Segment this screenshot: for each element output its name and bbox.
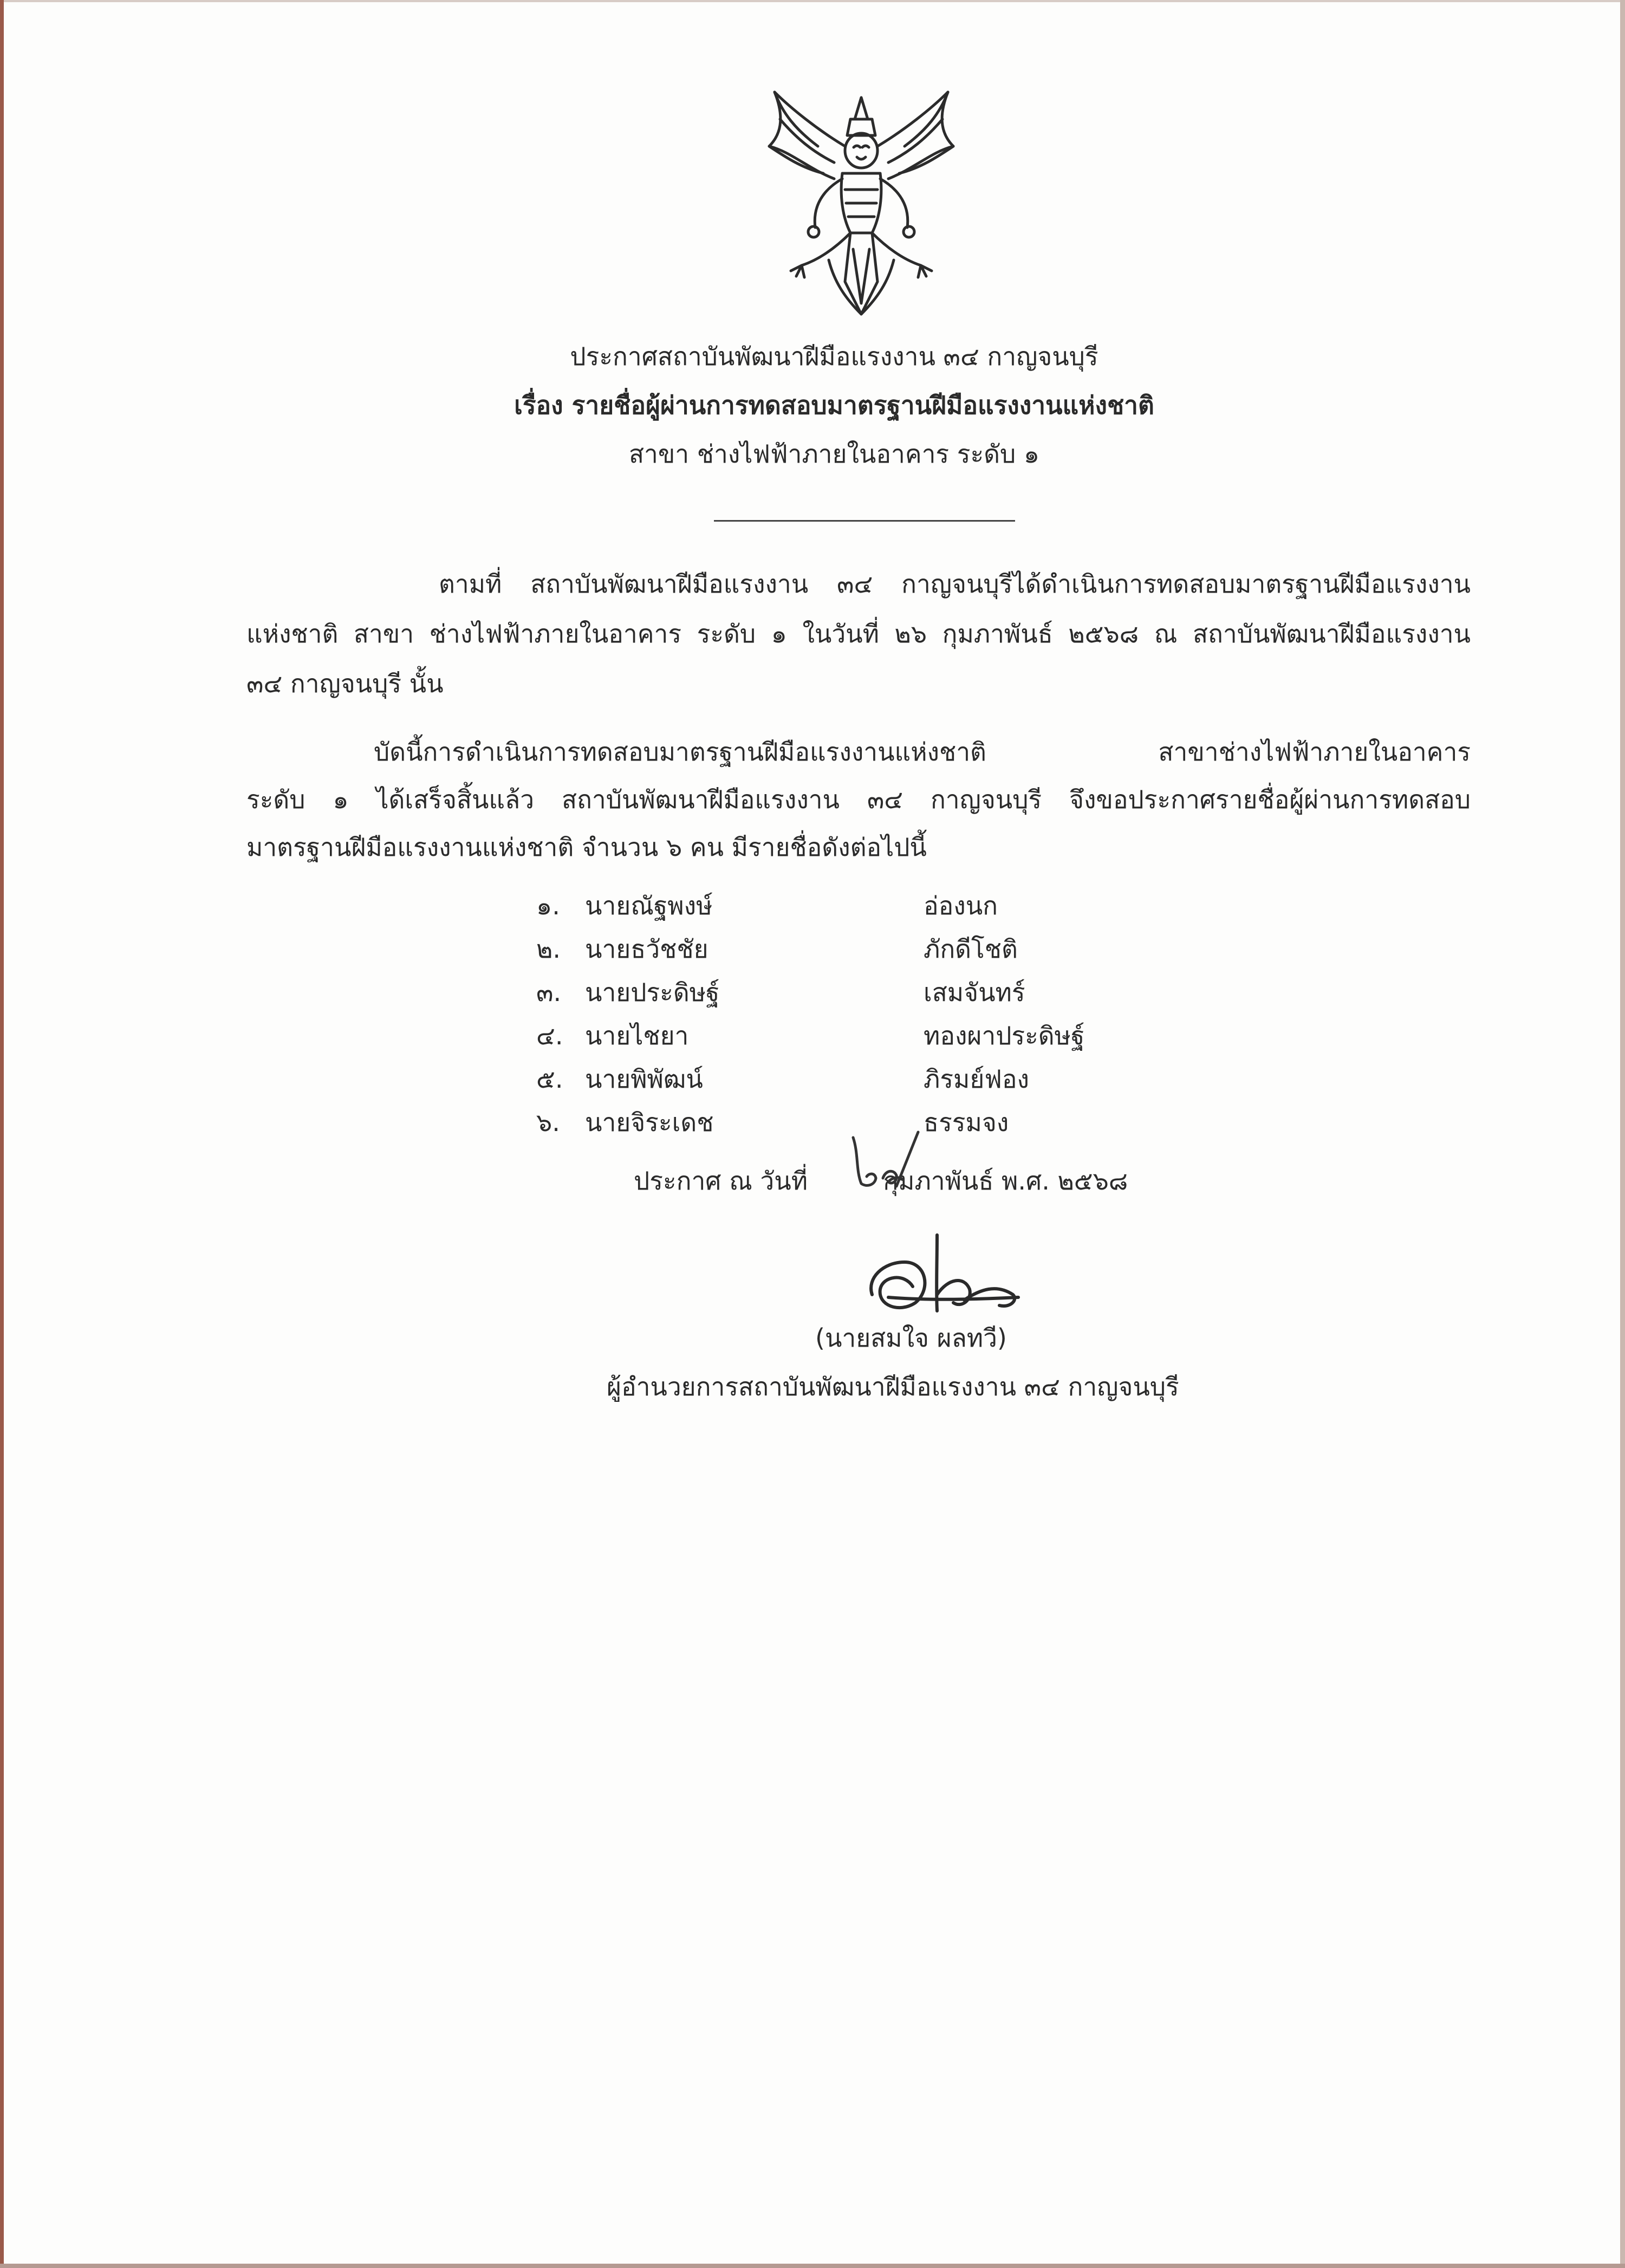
announcement-heading: ประกาศสถาบันพัฒนาฝีมือแรงงาน ๓๔ กาญจนบุรี [570, 342, 1098, 371]
paragraph-2-line-1: บัดนี้การดำเนินการทดสอบมาตรฐานฝีมือแรงงานแห่งชาติ สาขาช่างไฟฟ้าภายในอาคาร [374, 737, 1471, 766]
date-month-year: กุมภาพันธ์ พ.ศ. ๒๕๖๘ [883, 1166, 1128, 1195]
list-item-last-name: ภิรมย์ฟอง [924, 1064, 1029, 1094]
list-item-last-name: เสมจันทร์ [924, 978, 1025, 1007]
list-item-last-name: อ่องนก [924, 891, 998, 920]
paragraph-2-line-3: มาตรฐานฝีมือแรงงานแห่งชาติ จำนวน ๖ คน มีรายชื่อดังต่อไปนี้ [246, 833, 927, 862]
list-item-last-name: ทองผาประดิษฐ์ [924, 1021, 1085, 1050]
paragraph-1-line-2: แห่งชาติ สาขา ช่างไฟฟ้าภายในอาคาร ระดับ ๑ ในวันที่ ๒๖ กุมภาพันธ์ ๒๕๖๘ ณ สถาบันพัฒนาฝีมือแรงงาน [246, 619, 1471, 648]
paragraph-1-line-1: ตามที่ สถาบันพัฒนาฝีมือแรงงาน ๓๔ กาญจนบุรีได้ดำเนินการทดสอบมาตรฐานฝีมือแรงงาน [439, 569, 1471, 599]
announcement-subject: เรื่อง รายชื่อผู้ผ่านการทดสอบมาตรฐานฝีมือแรงงานแห่งชาติ [514, 391, 1154, 420]
list-item-number: ๔. [536, 1021, 563, 1050]
handwritten-day-icon [842, 1127, 924, 1197]
list-item-last-name: ภักดีโชติ [924, 934, 1018, 964]
signer-title: ผู้อำนวยการสถาบันพัฒนาฝีมือแรงงาน ๓๔ กาญจนบุรี [607, 1372, 1179, 1401]
list-item-first-name: นายธวัชชัย [585, 934, 708, 964]
list-item-number: ๓. [536, 978, 562, 1007]
garuda-emblem-icon [753, 87, 970, 325]
scan-edge-bottom [0, 2264, 1625, 2268]
paragraph-1-line-3: ๓๔ กาญจนบุรี นั้น [246, 669, 444, 698]
scan-edge-top [0, 0, 1625, 2]
list-item-last-name: ธรรมจง [924, 1108, 1009, 1137]
list-item-first-name: นายณัฐพงษ์ [585, 891, 713, 920]
list-item-first-name: นายจิระเดช [585, 1108, 714, 1137]
list-item-number: ๒. [536, 934, 561, 964]
signer-name: (นายสมใจ ผลทวี) [815, 1323, 1007, 1353]
list-item-number: ๕. [536, 1064, 563, 1094]
list-item-first-name: นายประดิษฐ์ [585, 978, 720, 1007]
list-item-number: ๑. [536, 891, 560, 920]
header-divider [714, 520, 1015, 522]
date-prefix: ประกาศ ณ วันที่ [634, 1166, 808, 1195]
announcement-branch: สาขา ช่างไฟฟ้าภายในอาคาร ระดับ ๑ [628, 439, 1040, 469]
paragraph-2-line-2: ระดับ ๑ ได้เสร็จสิ้นแล้ว สถาบันพัฒนาฝีมือแรงงาน ๓๔ กาญจนบุรี จึงขอประกาศรายชื่อผู้ผ่านการทดสอบ [246, 785, 1471, 814]
list-item-number: ๖. [536, 1108, 560, 1137]
list-item-first-name: นายไชยา [585, 1021, 689, 1050]
scan-edge-left [0, 0, 4, 2268]
handwritten-signature-icon [856, 1230, 1029, 1322]
list-item-first-name: นายพิพัฒน์ [585, 1064, 703, 1094]
